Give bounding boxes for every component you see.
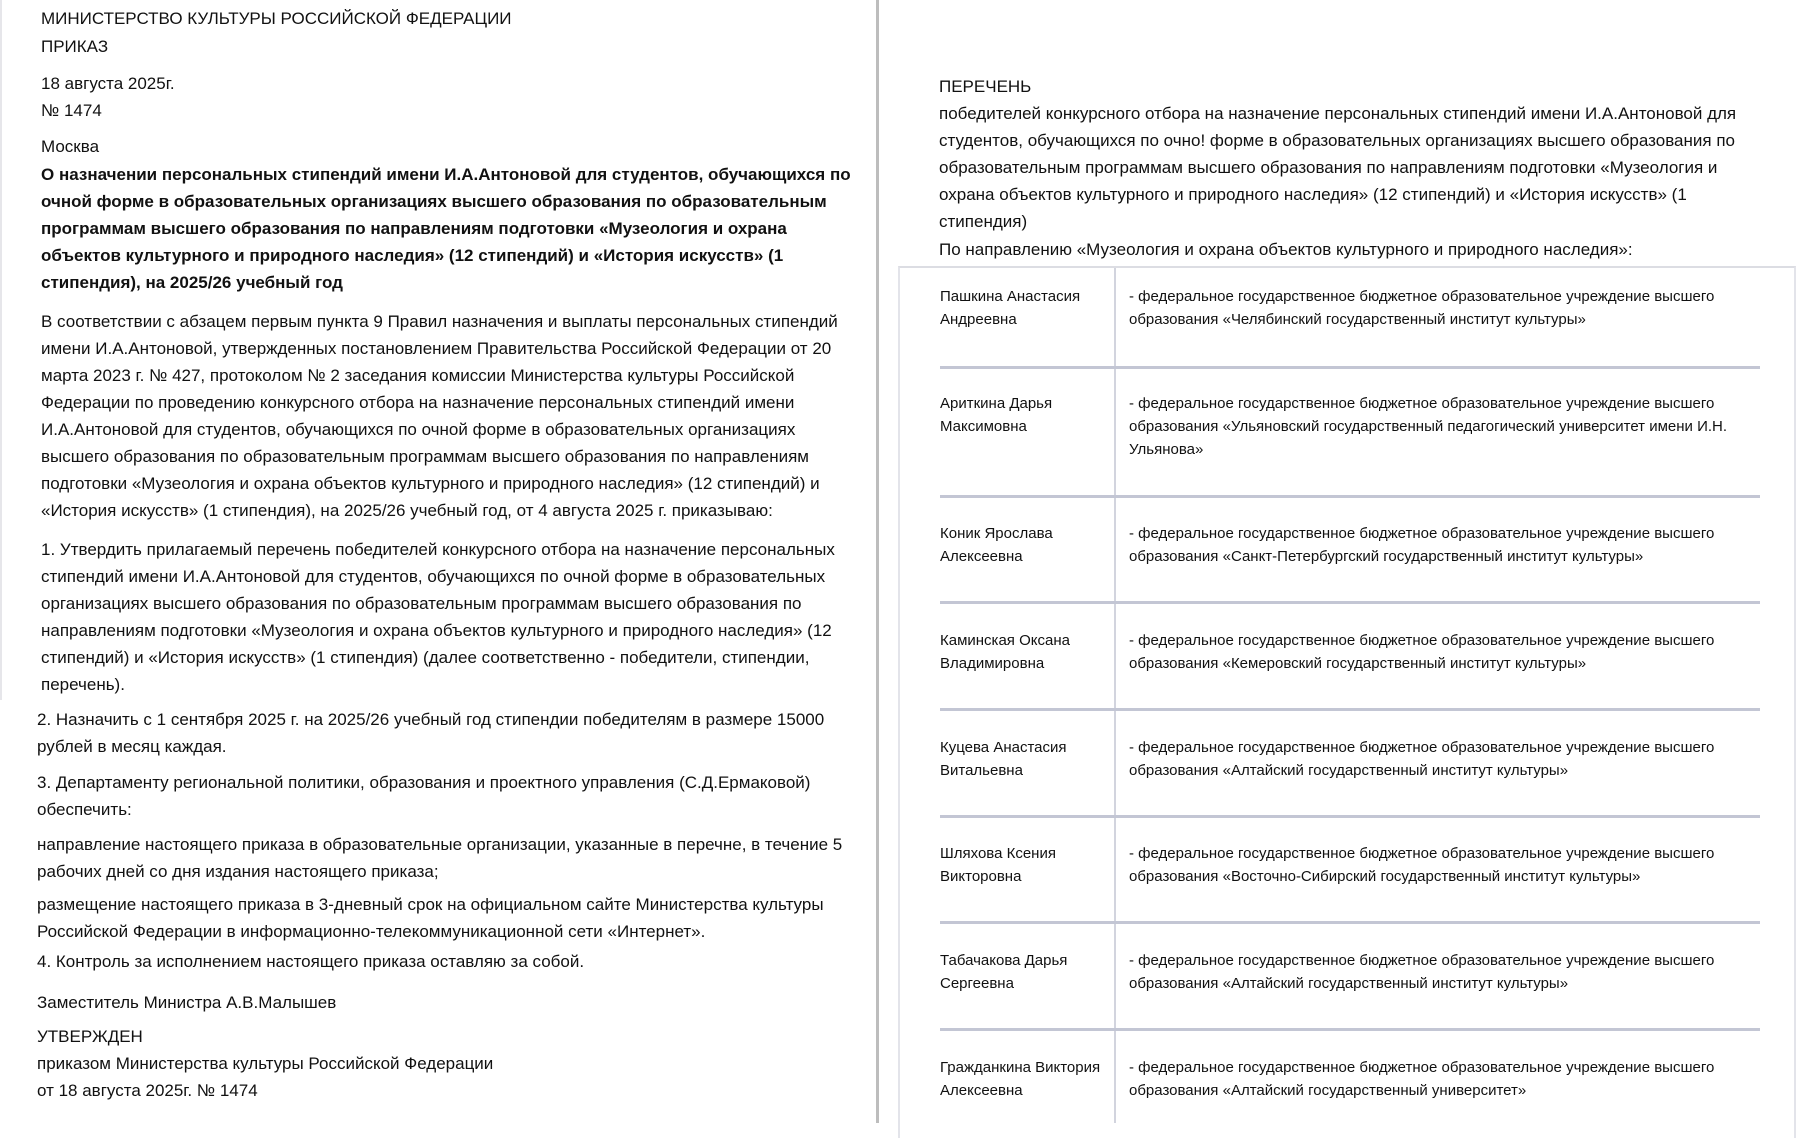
ministry-name: МИНИСТЕРСТВО КУЛЬТУРЫ РОССИЙСКОЙ ФЕДЕРАЦИИ (41, 9, 512, 28)
order-preamble (41, 308, 838, 524)
winner-name-line: Андреевна (940, 311, 1017, 328)
order-title-line: программам высшего образования по направлениям подготовки «Музеология и охрана (41, 219, 787, 238)
winner-organization (1129, 392, 1727, 461)
item-line: обеспечить: (37, 800, 132, 819)
table-row-divider (940, 601, 1760, 604)
order-item-3a (37, 831, 842, 885)
signature: Заместитель Министра А.В.Малышев (37, 993, 337, 1012)
item-line: направлениям подготовки «Музеология и охрана объектов культурного и природного наследия» (12 (41, 621, 832, 640)
list-intro-line: стипендия) (939, 212, 1028, 231)
winner-name (940, 392, 1052, 438)
order-item-3 (37, 769, 810, 823)
item-line: рублей в месяц каждая. (37, 737, 227, 756)
winner-organization (1129, 522, 1714, 568)
winner-name-line: Владимировна (940, 655, 1045, 672)
winner-organization (1129, 1056, 1714, 1102)
winner-name-line: Табачакова Дарья (940, 952, 1068, 969)
approved-heading: УТВЕРЖДЕН (37, 1027, 143, 1046)
table-row-divider (940, 815, 1760, 818)
winner-organization-line: образования «Восточно-Сибирский государственный институт культуры» (1129, 868, 1641, 885)
order-item-2 (37, 706, 824, 760)
winner-name-line: Ариткина Дарья (940, 395, 1053, 412)
page-divider (876, 0, 879, 1123)
item-line: 1. Утвердить прилагаемый перечень победителей конкурсного отбора на назначение персональных (41, 540, 835, 559)
winner-name-line: Сергеевна (940, 975, 1014, 992)
winner-organization-line: - федеральное государственное бюджетное образовательное учреждение высшего (1129, 395, 1715, 412)
item-line: стипендий имени И.А.Антоновой для студентов, обучающихся по очной форме в образовательных (41, 567, 826, 586)
order-item-3b (37, 891, 824, 945)
winner-name-line: Коник Ярослава (940, 525, 1053, 542)
preamble-line: Федерации по проведению конкурсного отбора на назначение персональных стипендий имени (41, 393, 795, 412)
item-line: направление настоящего приказа в образовательные организации, указанные в перечне, в течение 5 (37, 835, 843, 854)
winner-name-line: Шляхова Ксения (940, 845, 1056, 862)
item-line: 2. Назначить с 1 сентября 2025 г. на 2025/26 учебный год стипендии победителям в размере 15000 (37, 710, 825, 729)
preamble-line: имени И.А.Антоновой, утвержденных постановлением Правительства Российской Федерации от 20 (41, 339, 832, 358)
winner-organization-line: образования «Алтайский государственный университет» (1129, 1082, 1527, 1099)
order-date: 18 августа 2025г. (41, 74, 175, 93)
order-title (41, 161, 851, 296)
winner-name-line: Алексеевна (940, 1082, 1023, 1099)
approved-by: приказом Министерства культуры Российской Федерации (37, 1054, 494, 1073)
item-line: рабочих дней со дня издания настоящего приказа; (37, 862, 439, 881)
list-heading: ПЕРЕЧЕНЬ (939, 77, 1032, 96)
table-row-divider (940, 708, 1760, 711)
preamble-line: высшего образования по образовательным программам высшего образования по направлениям (41, 447, 809, 466)
list-intro-line: образовательным программам высшего образования по направлениям подготовки «Музеология и (939, 158, 1718, 177)
winner-name-line: Куцева Анастасия (940, 739, 1067, 756)
left-page-edge (0, 0, 2, 700)
winner-organization (1129, 842, 1714, 888)
document-type: ПРИКАЗ (41, 37, 109, 56)
winner-organization-line: - федеральное государственное бюджетное образовательное учреждение высшего (1129, 1059, 1715, 1076)
winner-organization (1129, 285, 1714, 331)
list-intro-line: победителей конкурсного отбора на назначение персональных стипендий имени И.А.Антоновой для (939, 104, 1737, 123)
order-city: Москва (41, 137, 100, 156)
order-number: № 1474 (41, 101, 102, 120)
order-item-4: 4. Контроль за исполнением настоящего приказа оставляю за собой. (37, 952, 585, 971)
winner-organization-line: образования «Алтайский государственный институт культуры» (1129, 762, 1569, 779)
winner-name (940, 949, 1067, 995)
preamble-line: «История искусств» (1 стипендия), на 2025/26 учебный год, от 4 августа 2025 г. приказываю: (41, 501, 773, 520)
winner-name (940, 1056, 1100, 1102)
winner-organization (1129, 629, 1714, 675)
winner-organization-line: - федеральное государственное бюджетное образовательное учреждение высшего (1129, 845, 1715, 862)
winner-organization-line: образования «Алтайский государственный институт культуры» (1129, 975, 1569, 992)
table-row-divider (940, 495, 1760, 498)
winner-organization-line: - федеральное государственное бюджетное образовательное учреждение высшего (1129, 952, 1715, 969)
winner-organization (1129, 736, 1714, 782)
winner-name (940, 842, 1056, 888)
winner-organization-line: - федеральное государственное бюджетное образовательное учреждение высшего (1129, 739, 1715, 756)
winner-name-line: Каминская Оксана (940, 632, 1070, 649)
winner-name-line: Витальевна (940, 762, 1023, 779)
list-intro (939, 100, 1736, 235)
order-title-line: стипендия), на 2025/26 учебный год (41, 273, 343, 292)
item-line: перечень). (41, 675, 125, 694)
item-line: размещение настоящего приказа в 3-дневный срок на официальном сайте Министерства культуры (37, 895, 824, 914)
item-line: 3. Департаменту региональной политики, образования и проектного управления (С.Д.Ермаковой) (37, 773, 811, 792)
item-line: Российской Федерации в информационно-телекоммуникационной сети «Интернет». (37, 922, 706, 941)
winner-name (940, 629, 1070, 675)
winner-organization (1129, 949, 1714, 995)
winner-name (940, 285, 1080, 331)
winner-organization-line: Ульянова» (1129, 441, 1204, 458)
order-title-line: объектов культурного и природного наследия» (12 стипендий) и «История искусств» (1 (41, 246, 784, 265)
list-direction: По направлению «Музеология и охрана объектов культурного и природного наследия»: (939, 240, 1633, 259)
preamble-line: И.А.Антоновой для студентов, обучающихся по очной форме в образовательных организациях (41, 420, 796, 439)
winner-organization-line: - федеральное государственное бюджетное образовательное учреждение высшего (1129, 632, 1715, 649)
table-row-divider (940, 1028, 1760, 1031)
order-title-line: О назначении персональных стипендий имени И.А.Антоновой для студентов, обучающихся по (41, 165, 851, 184)
preamble-line: подготовки «Музеология и охрана объектов культурного и природного наследия» (12 стипендий) и (41, 474, 820, 493)
winner-name (940, 736, 1067, 782)
item-line: стипендий) и «История искусств» (1 стипендия) (далее соответственно - победители, стипендии, (41, 648, 810, 667)
winner-organization-line: образования «Кемеровский государственный институт культуры» (1129, 655, 1587, 672)
table-column-divider (1114, 268, 1116, 1123)
order-title-line: очной форме в образовательных организациях высшего образования по образовательным (41, 192, 827, 211)
winner-name-line: Пашкина Анастасия (940, 288, 1081, 305)
winner-name-line: Максимовна (940, 418, 1027, 435)
approved-date: от 18 августа 2025г. № 1474 (37, 1081, 258, 1100)
winner-name (940, 522, 1053, 568)
winner-organization-line: - федеральное государственное бюджетное образовательное учреждение высшего (1129, 525, 1715, 542)
preamble-line: марта 2023 г. № 427, протоколом № 2 заседания комиссии Министерства культуры Российской (41, 366, 795, 385)
winner-organization-line: - федеральное государственное бюджетное образовательное учреждение высшего (1129, 288, 1715, 305)
winner-organization-line: образования «Санкт-Петербургский государственный институт культуры» (1129, 548, 1644, 565)
list-intro-line: охрана объектов культурного и природного наследия» (12 стипендий) и «История искусств» (1 (939, 185, 1687, 204)
winner-organization-line: образования «Ульяновский государственный педагогический университет имени И.Н. (1129, 418, 1728, 435)
winner-name-line: Викторовна (940, 868, 1022, 885)
winner-name-line: Гражданкина Виктория (940, 1059, 1101, 1076)
winner-organization-line: образования «Челябинский государственный институт культуры» (1129, 311, 1586, 328)
item-line: организациях высшего образования по образовательным программам высшего образования по (41, 594, 802, 613)
list-intro-line: студентов, обучающихся по очно! форме в образовательных организациях высшего образования по (939, 131, 1735, 150)
table-row-divider (940, 366, 1760, 369)
table-row-divider (940, 921, 1760, 924)
preamble-line: В соответствии с абзацем первым пункта 9 Правил назначения и выплаты персональных стипендий (41, 312, 838, 331)
winner-name-line: Алексеевна (940, 548, 1023, 565)
order-item-1 (41, 536, 835, 698)
